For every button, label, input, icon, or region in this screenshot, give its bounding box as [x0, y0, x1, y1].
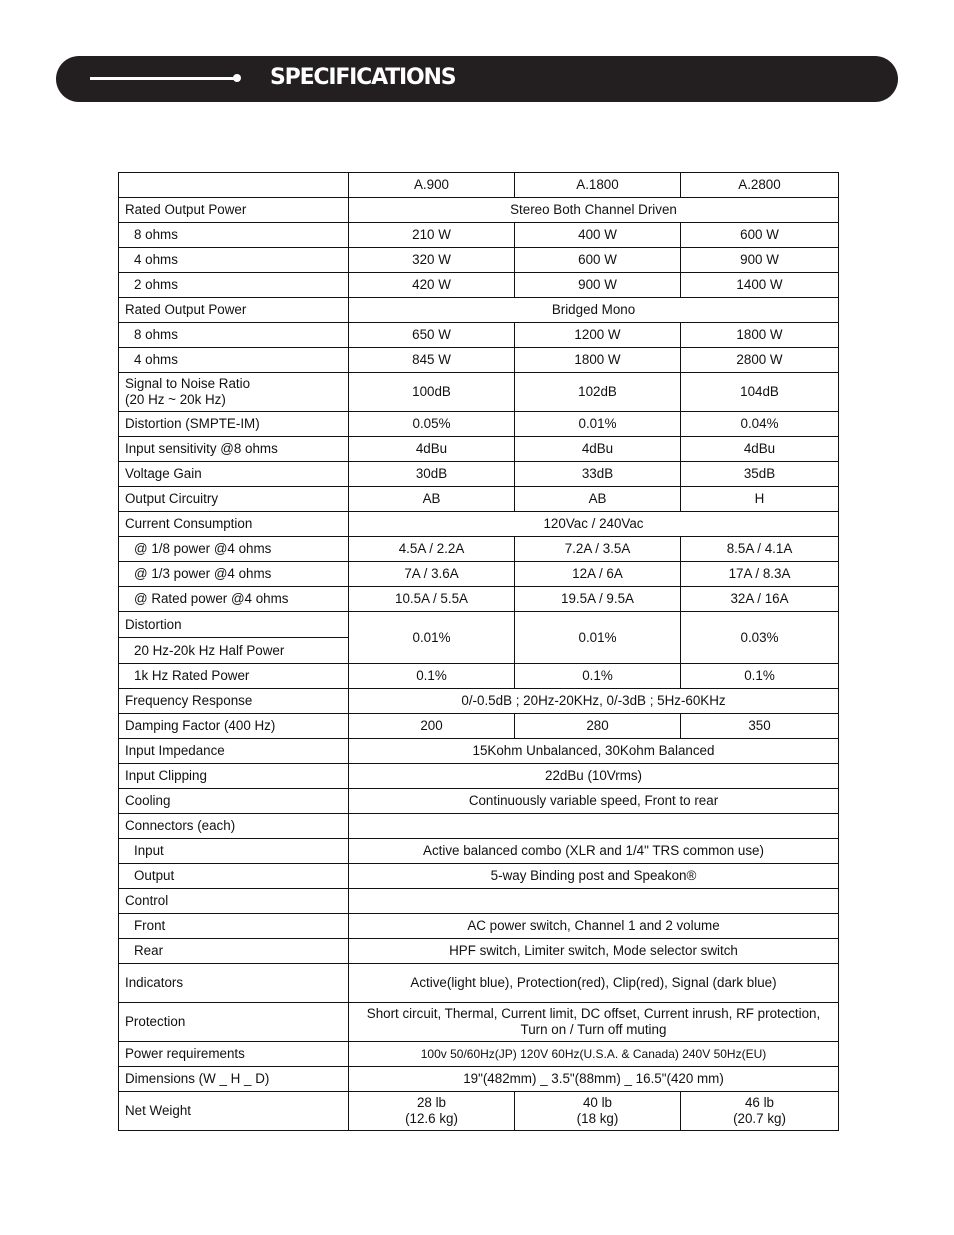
table-row — [119, 273, 839, 298]
value-cell: 0.01% — [515, 412, 681, 437]
row-label: Distortion (SMPTE-IM) — [119, 412, 349, 437]
value-cell: 30dB — [349, 462, 515, 487]
value-cell: 22dBu (10Vrms) — [349, 764, 839, 789]
value-cell: 0.01% — [349, 612, 515, 664]
column-header: A.1800 — [515, 173, 681, 198]
value-cell: 280 — [515, 714, 681, 739]
value-cell: 600 W — [681, 223, 839, 248]
value-cell: 210 W — [349, 223, 515, 248]
value-cell: 600 W — [515, 248, 681, 273]
value-cell: 900 W — [681, 248, 839, 273]
value-cell: Bridged Mono — [349, 298, 839, 323]
value-cell: AC power switch, Channel 1 and 2 volume — [349, 914, 839, 939]
row-label: 8 ohms — [119, 223, 349, 248]
table-row — [119, 373, 839, 412]
column-header: A.2800 — [681, 173, 839, 198]
row-label: Indicators — [119, 964, 349, 1003]
value-cell: 0.04% — [681, 412, 839, 437]
table-row — [119, 964, 839, 1003]
value-cell: 4dBu — [515, 437, 681, 462]
value-cell: 7.2A / 3.5A — [515, 537, 681, 562]
value-cell: 2800 W — [681, 348, 839, 373]
value-cell: 0.1% — [681, 664, 839, 689]
value-cell: 33dB — [515, 462, 681, 487]
table-row — [119, 814, 839, 839]
banner-dot — [233, 74, 241, 82]
value-cell: 0/-0.5dB ; 20Hz-20KHz, 0/-3dB ; 5Hz-60KHz — [349, 689, 839, 714]
value-cell: 4.5A / 2.2A — [349, 537, 515, 562]
table-row — [119, 437, 839, 462]
value-cell — [349, 814, 839, 839]
table-row — [119, 789, 839, 814]
table-row — [119, 512, 839, 537]
value-cell: H — [681, 487, 839, 512]
row-label: Voltage Gain — [119, 462, 349, 487]
value-cell: Short circuit, Thermal, Current limit, DC offset, Current inrush, RF protection, Turn on / Turn off muting — [349, 1003, 839, 1042]
specifications-table — [118, 172, 839, 1131]
value-cell: 0.03% — [681, 612, 839, 664]
row-label: Input sensitivity @8 ohms — [119, 437, 349, 462]
value-cell: 1800 W — [515, 348, 681, 373]
table-row — [119, 914, 839, 939]
value-cell: Active(light blue), Protection(red), Clip(red), Signal (dark blue) — [349, 964, 839, 1003]
table-row — [119, 587, 839, 612]
row-label: Output — [119, 864, 349, 889]
table-row — [119, 764, 839, 789]
table-row — [119, 562, 839, 587]
row-label: @ 1/8 power @4 ohms — [119, 537, 349, 562]
table-row — [119, 1003, 839, 1042]
row-label: Control — [119, 889, 349, 914]
value-cell: 32A / 16A — [681, 587, 839, 612]
column-header: A.900 — [349, 173, 515, 198]
table-row — [119, 612, 839, 638]
value-cell: 35dB — [681, 462, 839, 487]
value-cell: 4dBu — [681, 437, 839, 462]
row-label: Input Impedance — [119, 739, 349, 764]
value-cell: 200 — [349, 714, 515, 739]
table-row — [119, 1067, 839, 1092]
value-cell: 0.05% — [349, 412, 515, 437]
value-cell: 1800 W — [681, 323, 839, 348]
table-row — [119, 537, 839, 562]
row-label: Frequency Response — [119, 689, 349, 714]
row-label: @ 1/3 power @4 ohms — [119, 562, 349, 587]
value-cell: 12A / 6A — [515, 562, 681, 587]
table-row — [119, 689, 839, 714]
row-label: Output Circuitry — [119, 487, 349, 512]
table-row — [119, 939, 839, 964]
table-row — [119, 864, 839, 889]
value-cell: 100v 50/60Hz(JP) 120V 60Hz(U.S.A. & Canada) 240V 50Hz(EU) — [349, 1042, 839, 1067]
row-label: 2 ohms — [119, 273, 349, 298]
value-cell: 420 W — [349, 273, 515, 298]
row-label: @ Rated power @4 ohms — [119, 587, 349, 612]
value-cell: 15Kohm Unbalanced, 30Kohm Balanced — [349, 739, 839, 764]
table-row — [119, 198, 839, 223]
value-cell: 40 lb (18 kg) — [515, 1092, 681, 1131]
table-row — [119, 462, 839, 487]
table-row — [119, 839, 839, 864]
value-cell: 0.1% — [349, 664, 515, 689]
value-cell: 400 W — [515, 223, 681, 248]
value-cell: 8.5A / 4.1A — [681, 537, 839, 562]
row-label: Distortion — [119, 612, 349, 638]
row-label: Connectors (each) — [119, 814, 349, 839]
value-cell: 320 W — [349, 248, 515, 273]
table-row — [119, 348, 839, 373]
value-cell: 28 lb (12.6 kg) — [349, 1092, 515, 1131]
row-label: Rated Output Power — [119, 298, 349, 323]
row-label: 4 ohms — [119, 348, 349, 373]
value-cell: 0.01% — [515, 612, 681, 664]
value-cell: 17A / 8.3A — [681, 562, 839, 587]
table-row — [119, 664, 839, 689]
column-header-empty — [119, 173, 349, 198]
table-row — [119, 889, 839, 914]
row-label: Net Weight — [119, 1092, 349, 1131]
value-cell: 845 W — [349, 348, 515, 373]
page-title: SPECIFICATIONS — [270, 65, 456, 90]
value-cell: 100dB — [349, 373, 515, 412]
row-label: 1k Hz Rated Power — [119, 664, 349, 689]
value-cell: 1400 W — [681, 273, 839, 298]
row-label: 8 ohms — [119, 323, 349, 348]
value-cell: 104dB — [681, 373, 839, 412]
section-banner — [56, 56, 898, 102]
value-cell: 900 W — [515, 273, 681, 298]
table-row — [119, 714, 839, 739]
value-cell: 19.5A / 9.5A — [515, 587, 681, 612]
table-row — [119, 1042, 839, 1067]
table-row — [119, 412, 839, 437]
value-cell: 4dBu — [349, 437, 515, 462]
value-cell: Active balanced combo (XLR and 1/4" TRS common use) — [349, 839, 839, 864]
value-cell: 10.5A / 5.5A — [349, 587, 515, 612]
table-row — [119, 739, 839, 764]
value-cell: 19"(482mm) _ 3.5"(88mm) _ 16.5"(420 mm) — [349, 1067, 839, 1092]
table-row — [119, 223, 839, 248]
table-row — [119, 323, 839, 348]
value-cell: AB — [349, 487, 515, 512]
row-label: Rated Output Power — [119, 198, 349, 223]
row-label: Dimensions (W _ H _ D) — [119, 1067, 349, 1092]
row-label: Current Consumption — [119, 512, 349, 537]
banner-line — [90, 77, 234, 80]
value-cell: HPF switch, Limiter switch, Mode selector switch — [349, 939, 839, 964]
value-cell: 650 W — [349, 323, 515, 348]
table-row — [119, 1092, 839, 1131]
table-row — [119, 298, 839, 323]
row-label: Input Clipping — [119, 764, 349, 789]
value-cell: Continuously variable speed, Front to rear — [349, 789, 839, 814]
value-cell: Stereo Both Channel Driven — [349, 198, 839, 223]
table-row — [119, 487, 839, 512]
value-cell: AB — [515, 487, 681, 512]
value-cell — [349, 889, 839, 914]
row-label: Rear — [119, 939, 349, 964]
row-label: 4 ohms — [119, 248, 349, 273]
row-label: Protection — [119, 1003, 349, 1042]
row-label: Input — [119, 839, 349, 864]
value-cell: 46 lb (20.7 kg) — [681, 1092, 839, 1131]
row-label: Damping Factor (400 Hz) — [119, 714, 349, 739]
value-cell: 5-way Binding post and Speakon® — [349, 864, 839, 889]
row-label: Signal to Noise Ratio (20 Hz ~ 20k Hz) — [119, 373, 349, 412]
value-cell: 0.1% — [515, 664, 681, 689]
value-cell: 350 — [681, 714, 839, 739]
row-label: Cooling — [119, 789, 349, 814]
value-cell: 102dB — [515, 373, 681, 412]
table-row — [119, 248, 839, 273]
row-label: Front — [119, 914, 349, 939]
row-label: 20 Hz-20k Hz Half Power — [119, 638, 349, 664]
row-label: Power requirements — [119, 1042, 349, 1067]
value-cell: 1200 W — [515, 323, 681, 348]
value-cell: 120Vac / 240Vac — [349, 512, 839, 537]
table-header-row — [119, 173, 839, 198]
value-cell: 7A / 3.6A — [349, 562, 515, 587]
